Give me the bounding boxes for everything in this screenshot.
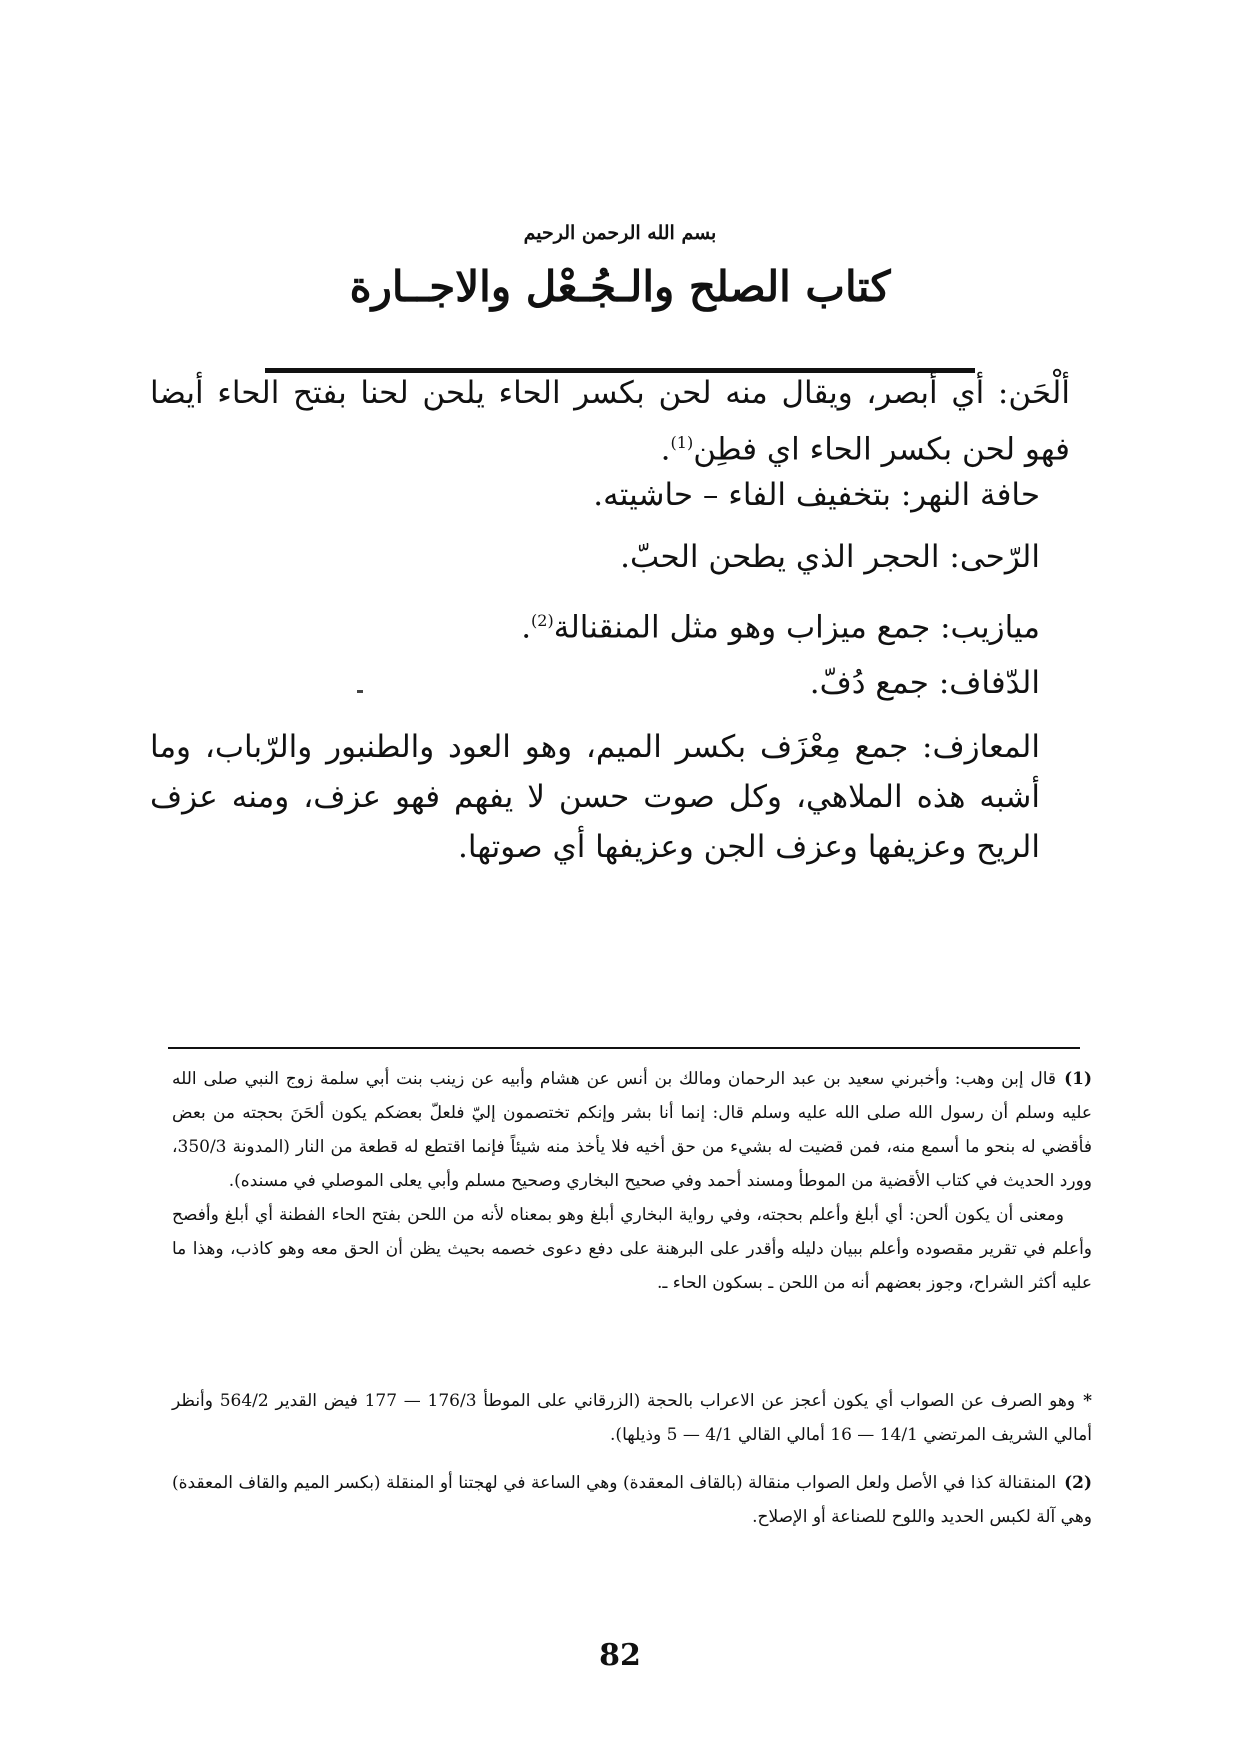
entry-alhan [150,368,1070,474]
footnote-1 [172,1062,1092,1300]
footnote-marker: * [1083,1391,1092,1411]
footnote-rule [168,1047,1080,1049]
entry-text: الرّحى: الحجر الذي يطحن الحبّ. [620,539,1040,575]
footnote-star [172,1384,1092,1452]
entry-text: الدّفاف: جمع دُفّ. [809,665,1040,701]
entry-aldifaf [300,658,1040,708]
entry-text: حافة النهر: بتخفيف الفاء – حاشيته. [593,477,1040,513]
footnote-ref: (2) [531,611,554,630]
entry-hafat-alnahr [300,470,1040,520]
footnote-2 [172,1466,1092,1534]
basmala: بسم الله الرحمن الرحيم [523,222,717,244]
entry-mayazib [300,596,1040,652]
entry-almaazif [150,722,1040,872]
entry-end: . [660,431,671,468]
entry-text: ألْحَن: أي أبصر، ويقال منه لحن بكسر الحاء يلحن لحنا بفتح الحاء أيضا فهو لحن بكسر الحاء اي فطِن [150,375,1070,468]
footnote-text-continued: ومعنى أن يكون ألحن: أي أبلغ وأعلم بحجته، وفي رواية البخاري أبلغ وهو بمعناه لأنه من اللحن بفتح الحاء الفطنة أي أبلغ وأفصح وأعلم في تقرير مقصوده وأعلم ببيان دليله وأقدر على البرهنة على دفع دعوى خصمه بحيث يظن أن الحق معه وهو كاذب، وهذا ما عليه أكثر الشراح، وجوز بعضهم أنه من اللحن ـ بسكون الحاء ـ. [172,1205,1092,1293]
footnote-text: قال إبن وهب: وأخبرني سعيد بن عبد الرحمان ومالك بن أنس عن هشام وأبيه عن زينب بنت أبي سلمة زوج النبي صلى الله عليه وسلم أن رسول الله صلى الله عليه وسلم قال: إنما أنا بشر وإنكم تختصمون إليّ فلعلّ بعضكم يكون ألحَنَ بحجته من بعض فأقضي له بنحو ما أسمع منه، فمن قضيت له بشيء من حق أخيه فلا يأخذ منه شيئاً فإنما اقتطع له قطعة من النار (المدونة 350/3، وورد الحديث في كتاب الأقضية من الموطأ ومسند أحمد وفي صحيح البخاري وصحيح مسلم وأبي يعلى الموصلي في مسنده). [172,1069,1092,1191]
page-number: 82 [599,1638,641,1673]
footnote-ref: (1) [670,433,694,452]
footnote-marker: (2) [1064,1473,1092,1493]
footnote-marker: (1) [1064,1069,1092,1089]
footnote-text: المنقنالة كذا في الأصل ولعل الصواب منقالة (بالقاف المعقدة) وهي الساعة في لهجتنا أو المنقلة (بكسر الميم والقاف المعقدة) وهي آلة لكبس الحديد واللوح للصناعة أو الإصلاح. [172,1473,1092,1527]
chapter-title: كتاب الصلح والـجُـعْل والاجــارة [349,262,891,311]
footnote-text: وهو الصرف عن الصواب أي يكون أعجز عن الاعراب بالحجة (الزرقاني على الموطأ 176/3 — 177 فيض القدير 564/2 وأنظر أمالي الشريف المرتضي 14/1 — 16 أمالي القالي 4/1 — 5 وذيلها). [172,1391,1092,1445]
entry-text: المعازف: جمع مِعْزَف بكسر الميم، وهو العود والطنبور والرّباب، وما أشبه هذه الملاهي، وكل صوت حسن لا يفهم فهو عزف، ومنه عزف الريح وعزيفها وعزف الجن وعزيفها أي صوتها. [150,729,1040,865]
entry-end: . [521,609,532,646]
entry-text: ميازيب: جمع ميزاب وهو مثل المنقنالة [553,609,1040,646]
entry-alraha [300,532,1040,582]
